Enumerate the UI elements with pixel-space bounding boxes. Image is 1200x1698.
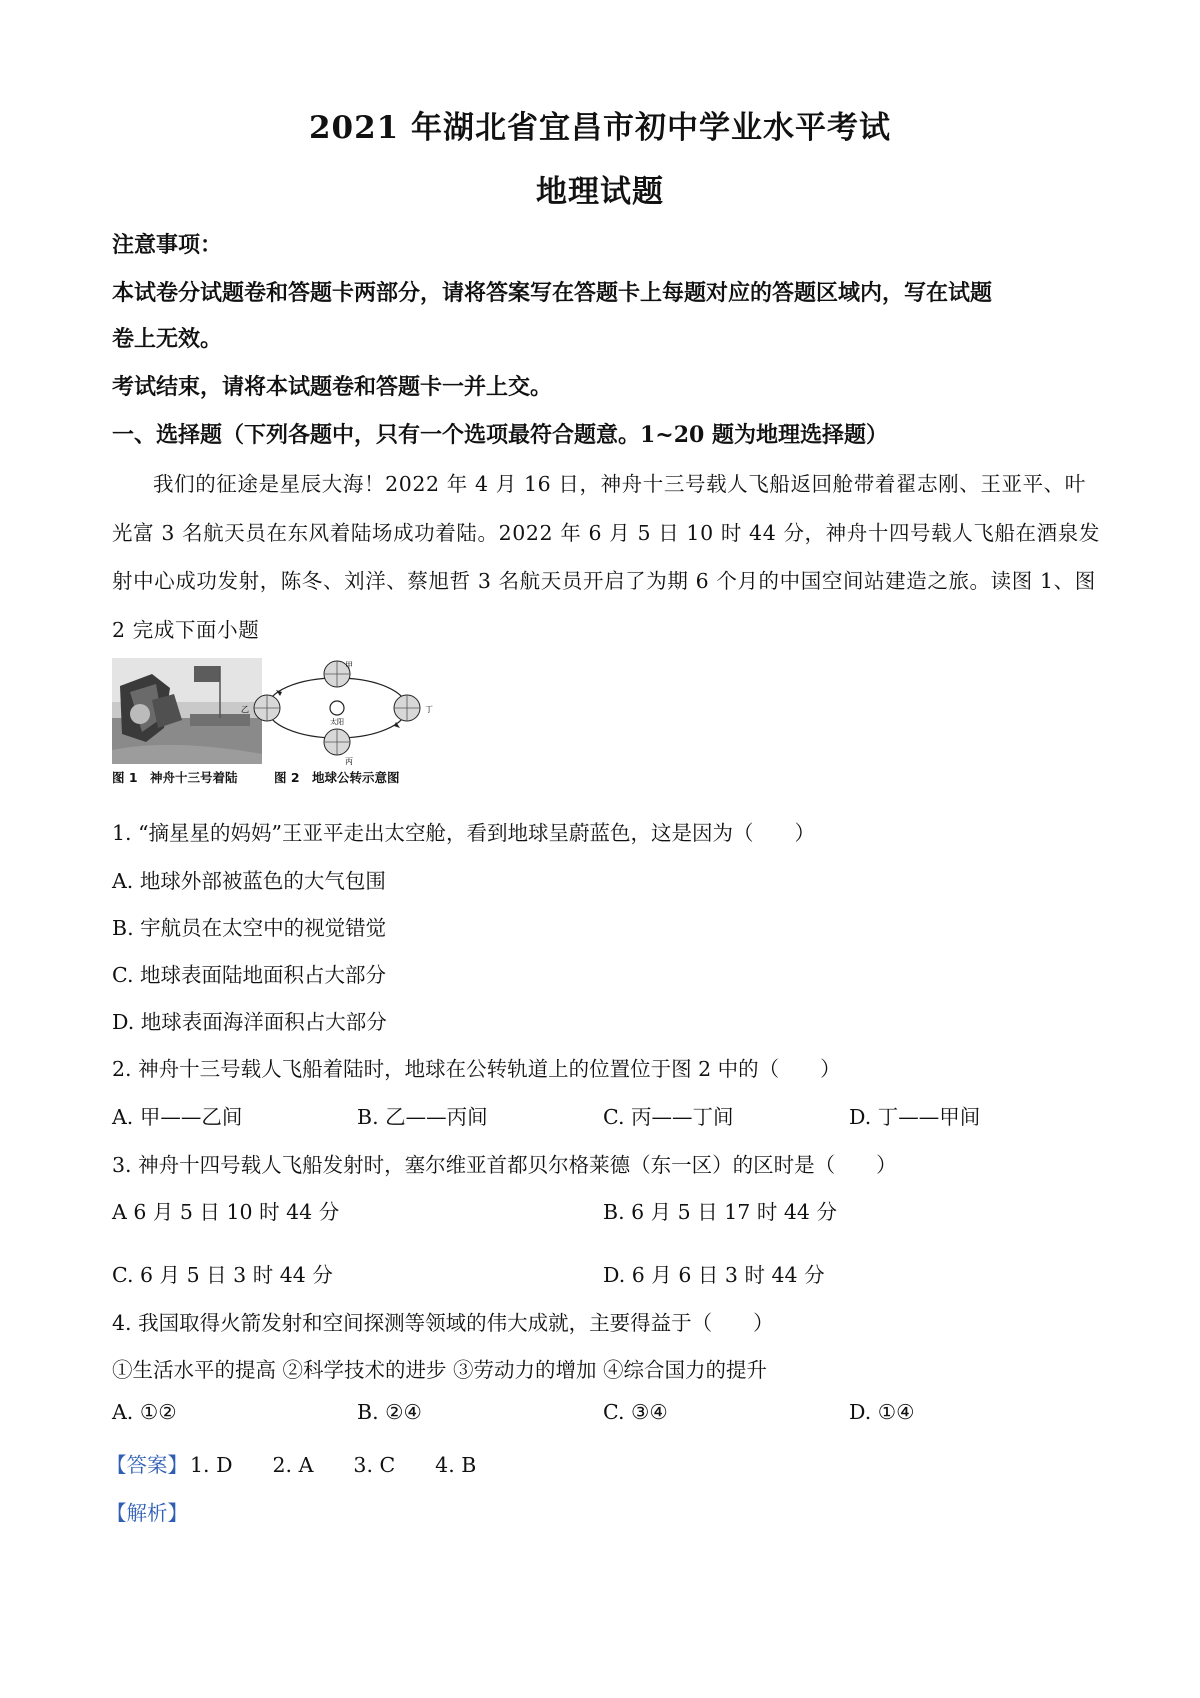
answer-item-4: 4. B <box>435 1453 477 1477</box>
question-4-stem: 4. 我国取得火箭发射和空间探测等领域的伟大成就，主要得益于（ ） <box>112 1311 774 1335</box>
question-4-option-d: D. ①④ <box>849 1400 915 1424</box>
question-1-option-b: B. 宇航员在太空中的视觉错觉 <box>112 916 387 940</box>
question-2-option-a: A. 甲——乙间 <box>112 1105 243 1129</box>
notes-heading: 注意事项： <box>112 232 223 258</box>
answer-item-1: 1. D <box>190 1453 233 1477</box>
question-2-option-c: C. 丙——丁间 <box>603 1105 734 1129</box>
reading-passage: 我们的征途是星辰大海！2022 年 4 月 16 日，神舟十三号载人飞船返回舱带着翟志刚、王亚平、叶光富 3 名航天员在东风着陆场成功着陆。2022 年 6 月 5 日 10 时 44 分，神舟十四号载人飞船在酒泉发射中心成功发射，陈冬、刘洋、蔡旭哲 3 名航天员开启了为期 6 个月的中国空间站建造之旅。读图 1、图 2 完成下面小题 <box>112 472 1100 642</box>
answer-tag: 【答案】 <box>106 1453 188 1477</box>
orbit-position-label: 甲 <box>345 661 353 670</box>
orbit-position-label: 丁 <box>425 705 433 714</box>
figure-group <box>112 658 432 786</box>
question-3-stem: 3. 神舟十四号载人飞船发射时，塞尔维亚首都贝尔格莱德（东一区）的区时是（ ） <box>112 1153 897 1177</box>
question-4-option-b: B. ②④ <box>357 1400 422 1424</box>
question-2-option-b: B. 乙——丙间 <box>357 1105 488 1129</box>
earth-revolution-diagram <box>254 661 420 755</box>
figures-svg <box>112 658 432 786</box>
question-2-option-d: D. 丁——甲间 <box>849 1105 981 1129</box>
orbit-position-label: 乙 <box>241 705 249 714</box>
notes-line-3: 考试结束，请将本试题卷和答题卡一并上交。 <box>112 374 553 400</box>
question-4-option-a: A. ①② <box>112 1400 177 1424</box>
notes-line-2: 卷上无效。 <box>112 326 223 352</box>
analysis-tag: 【解析】 <box>106 1501 188 1525</box>
question-1-option-c: C. 地球表面陆地面积占大部分 <box>112 963 386 987</box>
question-4-statements: ①生活水平的提高 ②科学技术的进步 ③劳动力的增加 ④综合国力的提升 <box>112 1358 768 1382</box>
sun-label: 太阳 <box>330 718 344 726</box>
notes-line-1: 本试卷分试题卷和答题卡两部分，请将答案写在答题卡上每题对应的答题区域内，写在试题 <box>112 280 993 306</box>
question-3-option-b: B. 6 月 5 日 17 时 44 分 <box>603 1200 837 1224</box>
orbit-position-label: 丙 <box>345 757 353 766</box>
question-1-option-d: D. 地球表面海洋面积占大部分 <box>112 1010 387 1034</box>
section-heading: 一、选择题（下列各题中，只有一个选项最符合题意。1~20 题为地理选择题） <box>112 422 889 448</box>
answer-line <box>106 1448 476 1478</box>
answer-item-3: 3. C <box>353 1453 396 1477</box>
page-title: 2021 年湖北省宜昌市初中学业水平考试 <box>308 110 892 146</box>
answer-item-2: 2. A <box>272 1453 314 1477</box>
figure-2-caption: 图 2 地球公转示意图 <box>274 770 400 785</box>
question-1-stem: 1. “摘星星的妈妈”王亚平走出太空舱，看到地球呈蔚蓝色，这是因为（ ） <box>112 821 816 845</box>
question-2-stem: 2. 神舟十三号载人飞船着陆时，地球在公转轨道上的位置位于图 2 中的（ ） <box>112 1057 841 1081</box>
sun-symbol <box>330 701 344 715</box>
question-3-option-c: C. 6 月 5 日 3 时 44 分 <box>112 1263 333 1287</box>
figure-1-caption: 图 1 神舟十三号着陆 <box>112 770 238 785</box>
page-subtitle: 地理试题 <box>536 174 664 210</box>
landing-photo <box>112 658 262 764</box>
question-1-option-a: A. 地球外部被蓝色的大气包围 <box>112 869 386 893</box>
question-4-option-c: C. ③④ <box>603 1400 668 1424</box>
question-3-option-a: A 6 月 5 日 10 时 44 分 <box>112 1200 340 1224</box>
question-3-option-d: D. 6 月 6 日 3 时 44 分 <box>603 1263 825 1287</box>
